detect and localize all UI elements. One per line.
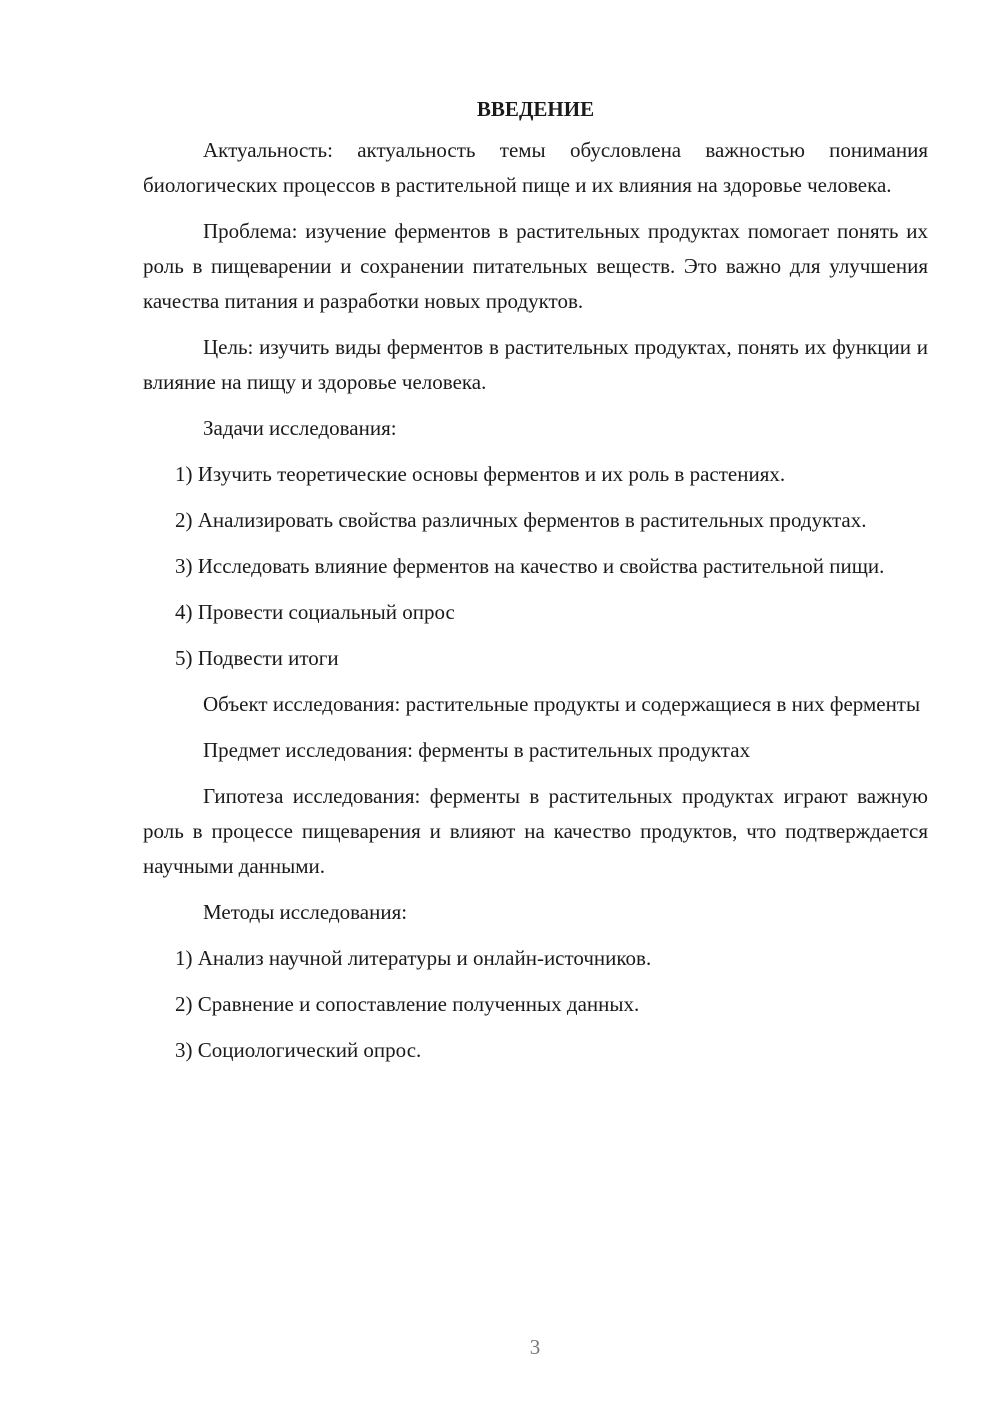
method-item-1: 1) Анализ научной литературы и онлайн-источников. [175,946,652,970]
tasks-heading: Задачи исследования: [203,416,397,440]
methods-heading: Методы исследования: [203,900,408,924]
method-item-3: 3) Социологический опрос. [175,1038,422,1062]
page-content [143,92,928,1079]
relevance-paragraph: Актуальность: актуальность темы обусловлена важностью понимания биологических процессов в растительной пище и их влияния на здоровье человека. [143,138,928,197]
hypothesis-paragraph: Гипотеза исследования: ферменты в растительных продуктах играют важную роль в процессе пищеварения и влияют на качество продуктов, что подтверждается научными данными. [143,784,928,878]
task-item-5: 5) Подвести итоги [175,646,339,670]
subject-paragraph: Предмет исследования: ферменты в растительных продуктах [203,738,751,762]
goal-paragraph: Цель: изучить виды ферментов в растительных продуктах, понять их функции и влияние на пищу и здоровье человека. [143,335,928,394]
task-item-1: 1) Изучить теоретические основы ферментов и их роль в растениях. [175,462,786,486]
task-item-4: 4) Провести социальный опрос [175,600,455,624]
task-item-3: 3) Исследовать влияние ферментов на качество и свойства растительной пищи. [175,554,885,578]
section-title: ВВЕДЕНИЕ [476,97,595,121]
page-number: 3 [529,1335,541,1359]
task-item-2: 2) Анализировать свойства различных ферментов в растительных продуктах. [175,508,867,532]
object-paragraph: Объект исследования: растительные продукты и содержащиеся в них ферменты [203,692,921,716]
method-item-2: 2) Сравнение и сопоставление полученных данных. [175,992,640,1016]
problem-paragraph: Проблема: изучение ферментов в растительных продуктах помогает понять их роль в пищеварении и сохранении питательных веществ. Это важно для улучшения качества питания и разработки новых продуктов. [143,219,928,313]
